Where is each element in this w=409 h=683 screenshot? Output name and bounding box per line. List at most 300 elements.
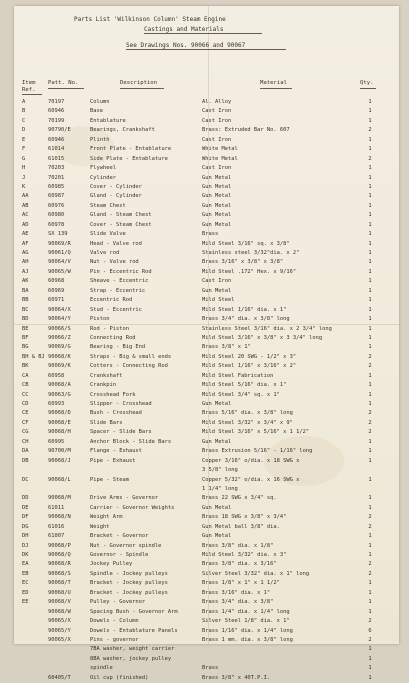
cell-description: Slide Valve [90, 231, 126, 238]
cell-patt-no: 70203 [48, 165, 65, 172]
cell-description: Crankshaft [90, 372, 123, 379]
table-row [14, 164, 399, 173]
cell-description: Side Plate - Entablature [90, 155, 168, 162]
cell-material: Mild Steel 3/16" x 3/8" x 3 3/4" long [202, 334, 323, 341]
table-row [14, 542, 399, 551]
cell-material: Brass: Extruded Bar No. 607 [202, 127, 290, 134]
cell-description: Base [90, 108, 103, 115]
cell-material: Brass 5/16" dia. x 3/8" long [202, 410, 293, 417]
cell-qty: 1 [368, 99, 372, 105]
cell-qty: 1 [368, 608, 372, 615]
cell-material: Mild Steel 5/16" dia. x 1" [202, 382, 287, 389]
cell-patt-no: 60969 [48, 287, 65, 294]
table-row [14, 192, 399, 201]
table-row [14, 655, 399, 664]
table-row [14, 249, 399, 258]
cell-patt-no: 90065/X [48, 636, 71, 643]
cell-description: Cotters - Connecting Rod [90, 363, 168, 370]
cell-description: Head - Valve rod [90, 240, 142, 247]
cell-patt-no: 61016 [48, 523, 65, 530]
cell-description: Valve rod [90, 250, 120, 256]
col-header-material: Material [260, 80, 287, 86]
cell-item-ref: J [22, 174, 26, 181]
cell-material: Gun Metal [202, 533, 232, 540]
cell-material: 3 5/8" long [202, 467, 238, 474]
cell-item-ref: BE [22, 325, 29, 332]
cell-patt-no: 61015 [48, 155, 65, 162]
table-row [14, 457, 399, 466]
table-row [14, 325, 399, 334]
cell-qty: 1 [368, 665, 372, 672]
cell-description: Bearing - Big End [90, 344, 146, 351]
cell-patt-no: 90068/U [48, 589, 71, 596]
cell-item-ref: BA [22, 287, 29, 294]
drawings-reference: See Drawings Nos. 90066 and 90067 [126, 42, 246, 49]
cell-description: 7BA washer, weight carrier [90, 646, 175, 653]
cell-qty: 2 [368, 429, 372, 436]
cell-patt-no: 90064/X [48, 306, 71, 313]
cell-material: Mild Steel Fabrication [202, 372, 274, 379]
cell-description: Pins - governor [90, 636, 139, 643]
cell-description: Weight [90, 523, 110, 530]
cell-qty: 1 [368, 655, 372, 662]
cell-qty: 1 [368, 287, 372, 294]
col-underline [360, 88, 376, 89]
cell-qty: 1 [368, 297, 372, 304]
cell-item-ref: EC [22, 580, 29, 587]
cell-description: Dowels - Column [90, 618, 139, 625]
cell-qty: 1 [368, 136, 372, 143]
table-row [14, 221, 399, 230]
cell-patt-no: 61014 [48, 146, 65, 153]
table-row [14, 145, 399, 154]
cell-patt-no: 90068/V [48, 599, 71, 606]
cell-material: Mild Steel .172" Hex. x 9/16" [202, 268, 297, 275]
cell-material: Stainless Steel 3/16" dia. x 2 3/4" long [202, 325, 332, 332]
table-row [14, 258, 399, 267]
cell-qty: 1 [368, 589, 372, 596]
cell-material: Brass 3/16" dia. x 1" [202, 589, 271, 596]
cell-material: Gun Metal [202, 401, 232, 407]
cell-patt-no: 61007 [48, 533, 65, 540]
table-row [14, 287, 399, 296]
cell-material: Brass 3/8" x 1" [202, 344, 251, 351]
cell-patt-no: 90069/K [48, 363, 71, 370]
cell-material: Gun Metal [202, 193, 232, 200]
cell-item-ref: DG [22, 523, 29, 530]
cell-qty: 1 [368, 334, 372, 341]
cell-qty: 2 [368, 127, 372, 134]
subtitle-underline [144, 33, 262, 34]
document-subtitle: Castings and Materials [144, 26, 224, 33]
table-row [14, 598, 399, 607]
table-row [14, 240, 399, 249]
cell-material: Cast Iron [202, 165, 232, 172]
cell-patt-no: 60995 [48, 438, 65, 445]
cell-material: Brass 3/8" dia. x 3/16" [202, 561, 277, 568]
cell-material: Brass 3/8" x 40T.P.I. [202, 674, 271, 681]
cell-patt-no: 70201 [48, 174, 65, 181]
cell-patt-no: 90068/S [48, 570, 71, 577]
cell-description: Cover - Steam Chest [90, 221, 152, 228]
cell-material: Brass [202, 231, 219, 238]
cell-qty: 2 [368, 570, 372, 577]
cell-item-ref: DA [22, 448, 29, 455]
cell-patt-no: 90068/D [48, 410, 71, 417]
cell-description: Dowels - Entablature Panels [90, 627, 178, 634]
table-row [14, 513, 399, 522]
table-row [14, 211, 399, 220]
cell-description: Weight Arm [90, 514, 123, 521]
cell-patt-no: 90068/R [48, 561, 71, 568]
cell-description: Crosshead Fork [90, 391, 136, 398]
cell-material: White Metal [202, 155, 238, 162]
parts-table [14, 98, 399, 683]
cell-material: White Metal [202, 146, 238, 153]
cell-description: Straps - Big & small ends [90, 353, 172, 360]
cell-qty: 1 [368, 325, 372, 332]
cell-item-ref: AD [22, 221, 29, 228]
col-underline [22, 94, 42, 95]
cell-material: Gun Metal [202, 202, 232, 209]
cell-item-ref: CG [22, 429, 29, 436]
cell-material: Gun Metal [202, 212, 232, 219]
table-row [14, 202, 399, 211]
cell-material: Mild Steel 1/16" x 3/16" x 2" [202, 363, 297, 370]
cell-item-ref: CC [22, 391, 29, 398]
cell-item-ref: BF [22, 334, 29, 341]
cell-qty: 1 [368, 212, 372, 219]
cell-material: Gun Metal ball 3/8" dia. [202, 523, 280, 530]
cell-qty: 1 [368, 448, 372, 455]
cell-description: Sheave - Eccentric [90, 278, 149, 285]
cell-description: Governor - Spindle [90, 552, 149, 558]
cell-material: Stainless steel 3/32"dia. x 2" [202, 250, 300, 256]
cell-patt-no: 90064/V [48, 259, 71, 266]
cell-item-ref: BB [22, 297, 29, 304]
cell-description: Nut - Valve rod [90, 259, 139, 266]
cell-material: Cast Iron [202, 278, 232, 285]
table-row [14, 400, 399, 409]
table-row [14, 532, 399, 541]
cell-patt-no: 90069/G [48, 344, 71, 351]
cell-patt-no: SX 139 [48, 231, 68, 238]
cell-item-ref: A [22, 99, 26, 105]
cell-item-ref: CF [22, 419, 29, 426]
cell-item-ref: AK [22, 278, 29, 285]
table-row [14, 447, 399, 456]
cell-qty: 1 [368, 372, 372, 379]
cell-patt-no: 90068/L [48, 476, 71, 483]
cell-qty: 2 [368, 618, 372, 625]
cell-item-ref: CA [22, 372, 29, 379]
table-row [14, 608, 399, 617]
cell-qty: 2 [368, 363, 372, 370]
cell-item-ref: AG [22, 250, 29, 256]
cell-material: Brass Extrusion 5/16" - 1/16" long [202, 448, 313, 455]
cell-description: 8BA washer, jockey pulley [90, 655, 172, 662]
cell-material: Gun Metal [202, 183, 232, 190]
document-title: Parts List 'Wilkinson Column' Steam Engine [74, 16, 226, 23]
cell-description: Stud - Eccentric [90, 306, 142, 313]
cell-patt-no: 61011 [48, 504, 65, 511]
cell-patt-no: 90065/X [48, 618, 71, 625]
cell-material: Mild Steel 3/32" x 3/4" x 9" [202, 419, 293, 426]
cell-patt-no: 90068/N [48, 514, 71, 521]
cell-qty: 2 [368, 155, 372, 162]
cell-item-ref: DE [22, 504, 29, 511]
cell-material: Brass 22 SWG x 3/4" sq. [202, 495, 277, 502]
cell-description: Piston [90, 316, 110, 323]
cell-qty: 1 [368, 401, 372, 407]
cell-qty: 1 [368, 117, 372, 124]
cell-description: Rod - Piston [90, 325, 129, 332]
table-row [14, 438, 399, 447]
cell-item-ref: F [22, 146, 26, 153]
cell-description: Spacing Bush - Governor Arm [90, 608, 178, 615]
col-header-description: Description [120, 80, 158, 86]
cell-item-ref: CE [22, 410, 29, 417]
cell-item-ref: DH [22, 533, 29, 540]
cell-item-ref: H [22, 165, 26, 172]
table-row [14, 466, 399, 475]
cell-qty: 1 [368, 504, 372, 511]
cell-patt-no: 90065/Y [48, 627, 71, 634]
cell-qty: 1 [368, 382, 372, 389]
cell-qty: 1 [368, 495, 372, 502]
cell-patt-no: 60978 [48, 221, 65, 228]
table-row [14, 476, 399, 485]
cell-description: Pipe - Exhaust [90, 457, 136, 464]
cell-qty: 1 [368, 391, 372, 398]
table-row [14, 268, 399, 277]
cell-description: Spindle - Jockey pulleys [90, 570, 168, 577]
table-row [14, 645, 399, 654]
cell-material: Gun Metal [202, 438, 232, 445]
cell-qty: 1 [368, 580, 372, 587]
cell-patt-no: 60968 [48, 278, 65, 285]
cell-description: Plinth [90, 136, 110, 143]
cell-material: Gun Metal [202, 221, 232, 228]
cell-patt-no: 90066/Z [48, 334, 71, 341]
cell-description: Oil cup (finished) [90, 674, 149, 681]
cell-material: Mild Steel 3/32" dia. x 3" [202, 552, 287, 558]
cell-description: Crankpin [90, 382, 116, 389]
cell-material: Brass [202, 665, 219, 672]
cell-item-ref: C [22, 117, 26, 124]
table-row [14, 315, 399, 324]
cell-item-ref: BC [22, 306, 29, 313]
cell-patt-no: 60971 [48, 297, 65, 304]
cell-item-ref: CH [22, 438, 29, 445]
cell-material: Al. Alloy [202, 99, 232, 105]
cell-material: Copper 5/32" o/dia. x 16 SWG x [202, 476, 300, 483]
cell-patt-no: 70199 [48, 117, 65, 124]
cell-material: Mild Steel 3/16" x 5/16" x 1 1/2" [202, 429, 310, 436]
cell-item-ref: AC [22, 212, 29, 219]
cell-item-ref: BG [22, 344, 29, 351]
cell-patt-no: 90700/M [48, 448, 71, 455]
drawings-underline [126, 49, 286, 50]
cell-qty: 1 [368, 202, 372, 209]
cell-item-ref: EE [22, 599, 29, 606]
cell-description: Bracket - Jockey pulleys [90, 589, 168, 596]
cell-patt-no: 60958 [48, 372, 65, 379]
cell-item-ref: AF [22, 240, 29, 247]
cell-patt-no: 90064/Y [48, 316, 71, 323]
cell-item-ref: EB [22, 570, 29, 577]
cell-material: Silver Steel 3/32" dia. x 1" long [202, 570, 310, 577]
cell-patt-no: 60987 [48, 193, 65, 200]
table-row [14, 551, 399, 560]
table-row [14, 372, 399, 381]
table-row [14, 107, 399, 116]
cell-patt-no: 90790/E [48, 127, 71, 134]
cell-qty: 1 [368, 278, 372, 285]
cell-description: Anchor Block - Slide Bars [90, 438, 172, 445]
cell-item-ref: AH [22, 259, 29, 266]
table-row [14, 589, 399, 598]
cell-description: Pulley - Governor [90, 599, 146, 606]
cell-patt-no: 90068/P [48, 542, 71, 549]
cell-patt-no: 90068/M [48, 495, 71, 502]
table-row [14, 306, 399, 315]
table-row [14, 174, 399, 183]
cell-description: Carrier - Governor Weights [90, 504, 175, 511]
cell-patt-no: 60980 [48, 212, 65, 219]
cell-item-ref: AB [22, 202, 29, 209]
table-row [14, 494, 399, 503]
table-row [14, 627, 399, 636]
cell-item-ref: G [22, 155, 26, 162]
cell-material: Brass 3/4" dia. x 3/8" long [202, 316, 290, 323]
cell-patt-no: 90068/T [48, 580, 71, 587]
col-header-qty: Qty. [360, 80, 374, 86]
table-row [14, 296, 399, 305]
cell-qty: 1 [368, 259, 372, 266]
cell-description: Bush - Crosshead [90, 410, 142, 417]
table-row [14, 343, 399, 352]
col-underline [48, 88, 84, 89]
cell-qty: 2 [368, 410, 372, 417]
cell-qty: 2 [368, 636, 372, 643]
cell-material: Cast Iron [202, 136, 232, 143]
cell-material: Gun Metal [202, 504, 232, 511]
cell-material: Brass 3/16" x 3/8" x 3/8" [202, 259, 284, 266]
table-row [14, 419, 399, 428]
cell-qty: 2 [368, 523, 372, 530]
cell-description: Flywheel [90, 165, 116, 172]
cell-patt-no: 60405/T [48, 674, 71, 681]
cell-item-ref: DK [22, 552, 29, 558]
table-row [14, 126, 399, 135]
col-underline [120, 88, 164, 89]
cell-qty: 1 [368, 250, 372, 256]
cell-qty: 1 [368, 674, 372, 681]
cell-material: Brass 3/4" dia. x 3/8" [202, 599, 274, 606]
cell-description: Front Plate - Entablature [90, 146, 172, 153]
cell-qty: 1 [368, 221, 372, 228]
cell-item-ref: DF [22, 514, 29, 521]
cell-material: Brass 18 SWG x 3/8" x 3/4" [202, 514, 287, 521]
table-row [14, 485, 399, 494]
table-row [14, 334, 399, 343]
cell-description: Steam Chest [90, 202, 126, 209]
table-row [14, 183, 399, 192]
cell-patt-no: 90069/R [48, 240, 71, 247]
table-row [14, 560, 399, 569]
cell-qty: 6 [368, 627, 372, 634]
cell-qty: 1 [368, 183, 372, 190]
table-row [14, 381, 399, 390]
cell-item-ref: AA [22, 193, 29, 200]
cell-patt-no: 90068/E [48, 419, 71, 426]
cell-description: Cover - Cylinder [90, 183, 142, 190]
table-row [14, 674, 399, 683]
cell-patt-no: 60946 [48, 108, 65, 115]
col-header-item-ref: Item Ref. [22, 80, 36, 93]
cell-item-ref: D [22, 127, 26, 134]
cell-material: Gun Metal [202, 287, 232, 294]
table-row [14, 523, 399, 532]
cell-material: Mild Steel [202, 297, 235, 304]
cell-description: Spacer - Slide Bars [90, 429, 152, 436]
cell-material: Mild Steel 20 SWG - 1/2" x 3" [202, 353, 297, 360]
cell-description: Eccentric Rod [90, 297, 133, 304]
cell-item-ref: BH & BJ [22, 353, 45, 360]
cell-qty: 1 [368, 306, 372, 313]
cell-description: Pipe - Steam [90, 476, 129, 483]
cell-qty: 2 [368, 419, 372, 426]
cell-item-ref: DC [22, 476, 29, 483]
cell-item-ref: DD [22, 495, 29, 502]
cell-item-ref: DB [22, 457, 29, 464]
cell-description: spindle [90, 665, 113, 672]
cell-description: Strap - Eccentric [90, 287, 146, 294]
table-row [14, 155, 399, 164]
cell-patt-no: 60946 [48, 136, 65, 143]
cell-item-ref: AE [22, 231, 29, 238]
table-row [14, 391, 399, 400]
cell-material: Mild Steel 3/16" sq. x 3/8" [202, 240, 290, 247]
cell-qty: 1 [368, 268, 372, 275]
table-row [14, 98, 399, 107]
cell-patt-no: 90068/J [48, 457, 71, 464]
cell-description: Nut - Governor spindle [90, 542, 162, 549]
cell-qty: 1 [368, 646, 372, 653]
cell-material: Mild Steel 3/4" sq. x 1" [202, 391, 280, 398]
cell-description: Jockey Pulley [90, 561, 133, 568]
cell-qty: 1 [368, 165, 372, 172]
table-row [14, 353, 399, 362]
col-header-patt-no: Patt. No. [48, 80, 79, 86]
cell-description: Pin - Eccentric Rod [90, 268, 152, 275]
cell-qty: 1 [368, 438, 372, 445]
cell-patt-no: 90068/A [48, 382, 71, 389]
cell-description: Gland - Steam Chest [90, 212, 152, 219]
cell-patt-no: 60993 [48, 401, 65, 407]
cell-item-ref: ED [22, 589, 29, 596]
table-row [14, 230, 399, 239]
cell-material: Cast Iron [202, 117, 232, 124]
cell-material: Brass 3/8" dia. x 1/8" [202, 542, 274, 549]
table-row [14, 277, 399, 286]
cell-material: Cast Iron [202, 108, 232, 115]
cell-patt-no: 90063/G [48, 391, 71, 398]
cell-item-ref: CB [22, 382, 29, 389]
cell-qty: 1 [368, 599, 372, 606]
cell-qty: 1 [368, 146, 372, 153]
